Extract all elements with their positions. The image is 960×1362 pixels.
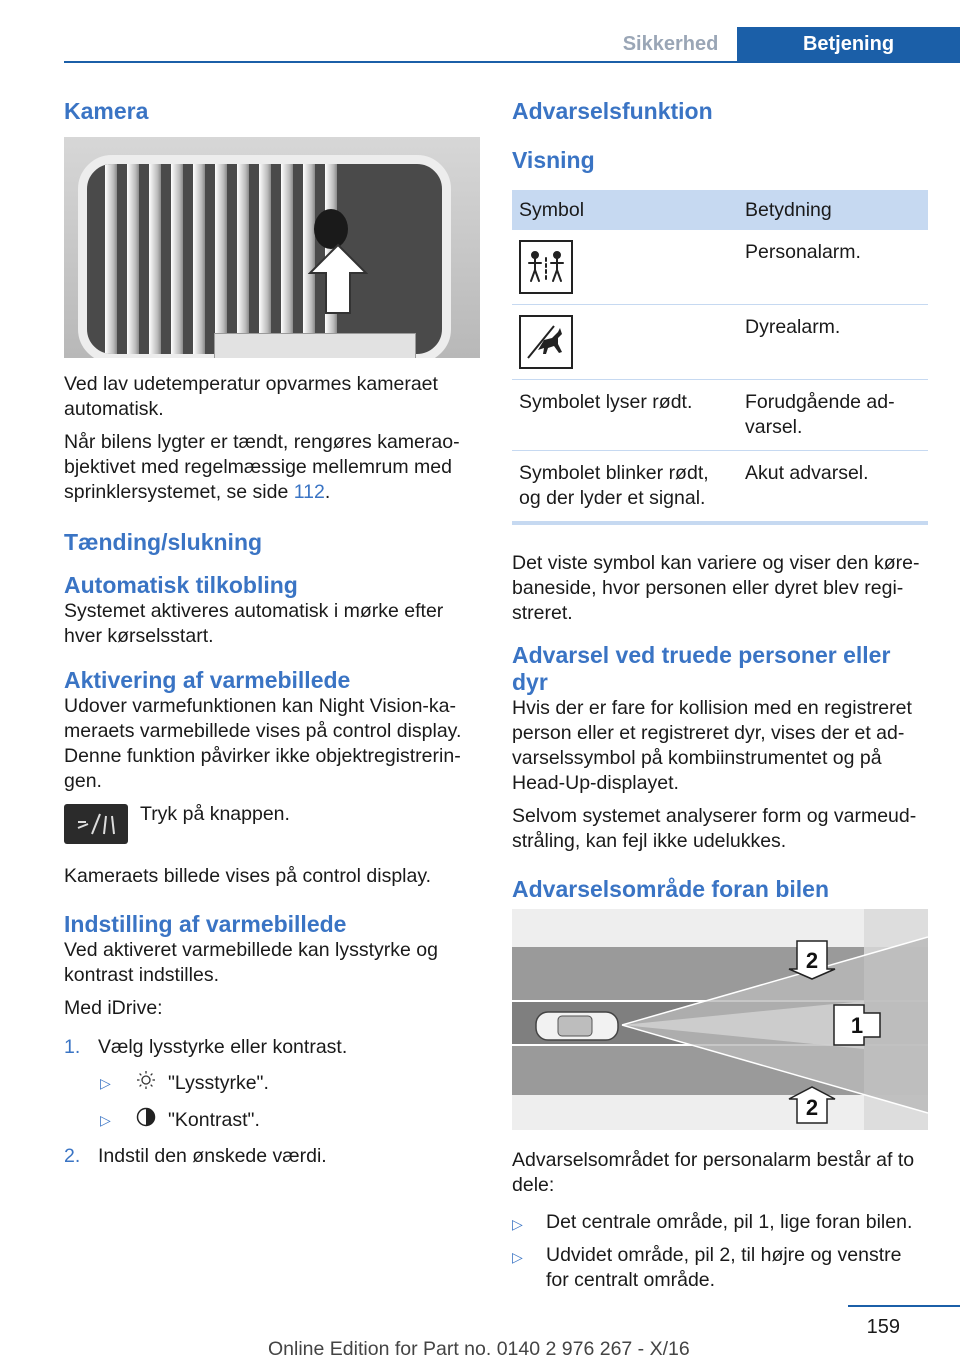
contrast-icon (134, 1107, 158, 1134)
meaning-cell: Forudgående ad‐varsel. (738, 380, 928, 451)
night-vision-button-row (64, 802, 480, 844)
visning-heading: Visning (512, 147, 595, 173)
table-row (512, 305, 928, 380)
taending-heading: Tænding/slukning (64, 529, 263, 555)
vist-paragraph: Det viste symbol kan variere og viser den køre‐baneside, hvor personen eller dyret blev regi‐streret. (512, 552, 920, 624)
indstilling-heading: Indstilling af varmebillede (64, 911, 347, 937)
kidney-grille (78, 155, 451, 358)
aktivering-heading: Aktivering af varmebillede (64, 667, 351, 693)
left-column (64, 98, 480, 1179)
indstilling-paragraph: Ved aktiveret varmebillede kan lysstyrke og kontrast indstilles. (64, 939, 438, 986)
meaning-cell: Akut advarsel. (745, 462, 869, 484)
list-item: 2. Indstil den ønskede værdi. (64, 1145, 327, 1167)
symbol-cell: Symbolet lyser rødt. (512, 380, 738, 451)
list-item: ▷ "Kontrast". (64, 1107, 480, 1134)
header-divider (64, 61, 960, 63)
page-link-112[interactable]: 112 (293, 481, 325, 503)
omraade-heading: Advarselsområde foran bilen (512, 876, 829, 902)
table-row (512, 451, 928, 522)
meaning-cell: Personalarm. (738, 230, 928, 305)
diagram-label-1: 1 (850, 1013, 864, 1038)
footer-edition: Online Edition for Part no. 0140 2 976 267 - X/16 (268, 1338, 690, 1360)
symbol-table (512, 190, 928, 521)
right-column (512, 98, 928, 1301)
truede-paragraph-2: Selvom systemet analyserer form og varmeud‐stråling, kan fejl ikke udelukkes. (512, 805, 917, 852)
symbol-cell: Symbolet blinker rødt, og der lyder et signal. (519, 462, 709, 509)
kamera-paragraph-2: Når bilens lygter er tændt, rengøres kamerao‐bjektivet med regelmæssige mellemrum med sprinklersystemet, se side 112. (64, 431, 460, 503)
diagram-label-2-top: 2 (805, 948, 819, 973)
truede-paragraph-1: Hvis der er fare for kollision med en registreret person eller et registreret dyr, vises der et ad‐varselssymbol på kombiinstrumentet og på Head-Up-displayet. (512, 697, 912, 794)
auto-paragraph: Systemet aktiveres automatisk i mørke efter hver kørselsstart. (64, 600, 444, 647)
list-item: 1. Vælg lysstyrke eller kontrast. (64, 1036, 348, 1058)
diagram-label-2-bottom: 2 (805, 1095, 819, 1120)
list-item: ▷ Det centrale område, pil 1, lige foran bilen. (512, 1211, 913, 1233)
steps-list (64, 1035, 480, 1169)
night-vision-button-icon[interactable] (64, 804, 128, 844)
advarsel-heading: Advarselsfunktion (512, 98, 713, 124)
auto-heading: Automatisk tilkobling (64, 572, 298, 598)
idrive-paragraph: Med iDrive: (64, 997, 163, 1019)
after-button-paragraph: Kameraets billede vises på control display. (64, 865, 432, 887)
truede-heading: Advarsel ved truede personer eller dyr (512, 642, 891, 695)
arrow-up-icon (308, 243, 368, 315)
list-item: ▷ Udvidet område, pil 2, til højre og venstre for centralt område. (512, 1244, 902, 1291)
aktivering-paragraph: Udover varmefunktionen kan Night Vision-ka‐meraets varmebillede vises på control display. Denne funktion påvirker ikke objektregistrerin‐gen. (64, 695, 462, 792)
kamera-paragraph-1: Ved lav udetemperatur opvarmes kameraet automatisk. (64, 373, 438, 420)
person-alarm-icon (519, 240, 573, 294)
brightness-icon (134, 1070, 158, 1097)
license-plate (214, 333, 416, 358)
tab-betjening[interactable]: Betjening (737, 27, 960, 61)
animal-alarm-icon (519, 315, 573, 369)
footer-divider (848, 1305, 960, 1307)
warning-area-diagram (512, 909, 928, 1130)
button-instruction: Tryk på knappen. (140, 803, 290, 825)
meaning-cell: Dyrealarm. (738, 305, 928, 380)
tab-sikkerhed[interactable]: Sikkerhed (622, 33, 719, 55)
car-icon (536, 1012, 618, 1040)
page-number: 159 (866, 1316, 900, 1338)
table-row (512, 230, 928, 305)
table-header-symbol: Symbol (512, 190, 738, 230)
omraade-paragraph: Advarselsområdet for personalarm består af to dele: (512, 1149, 915, 1196)
list-item: ▷ "Lysstyrke". (64, 1070, 480, 1097)
top-navigation (0, 27, 960, 63)
table-row (512, 380, 928, 451)
kamera-heading: Kamera (64, 98, 149, 124)
table-bottom-rule (512, 521, 928, 525)
table-header-betydning: Betydning (738, 190, 928, 230)
camera-grille-photo (64, 137, 480, 358)
